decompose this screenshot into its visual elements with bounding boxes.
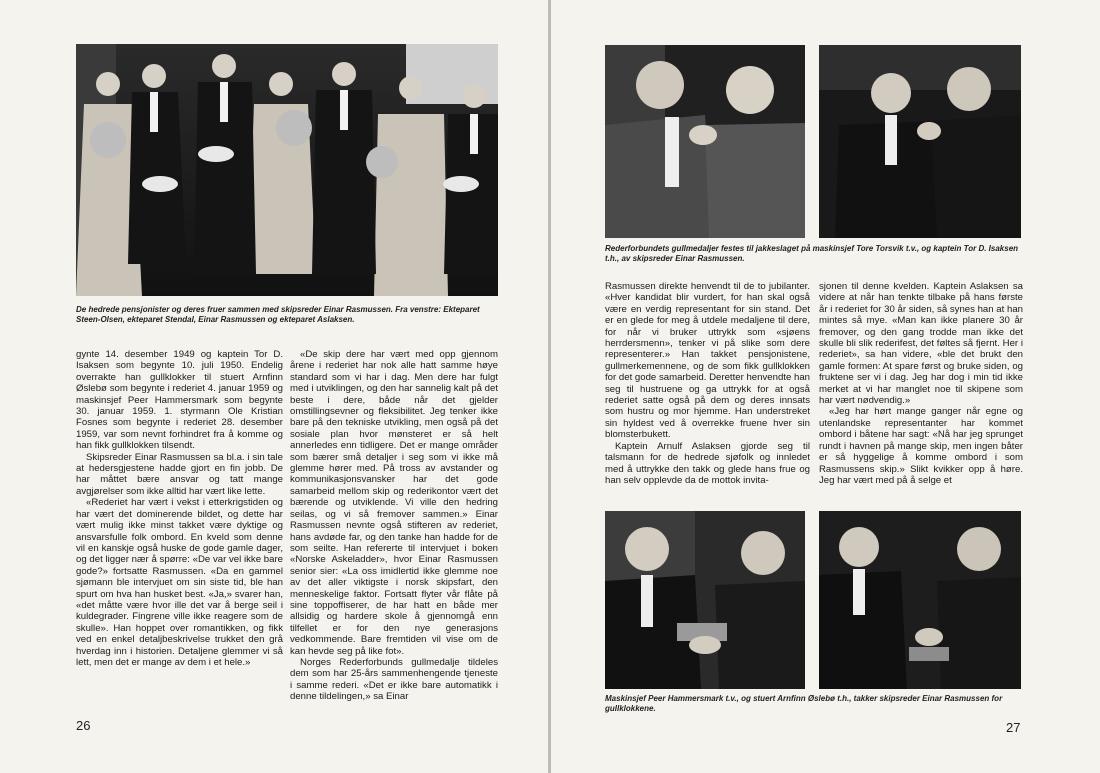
group-photo xyxy=(76,44,498,296)
right-page xyxy=(551,0,1100,773)
medal-photo-right xyxy=(819,45,1021,238)
medal-photo-caption: Rederforbundets gullmedaljer festes til jakkeslaget på maskinsjef Tore Torsvik t.v., og kaptein Tor D. Isaksen t.h., av skipsreder Einar Rasmussen. xyxy=(605,244,1019,263)
left-page xyxy=(0,0,549,773)
medal-photo-left xyxy=(605,45,805,238)
watch-photo-left-image xyxy=(605,511,805,689)
right-column-2 xyxy=(819,281,1023,486)
paragraph: Skipsreder Einar Rasmussen sa bl.a. i sin tale at hedersgjestene hadde gjort en fin jobb. De har måttet bære ansvar og tatt mange avgjørelser som ikke alltid har vært like lette. xyxy=(76,451,283,497)
paragraph: sjonen til denne kvelden. Kaptein Aslaksen sa videre at når han tenkte tilbake på hans første år i rederiet for 30 år siden, så synes han at han mintes så mye. «Man kan ikke planere 30 år fremover, og den gang trodde man ikke det skulle bli slik rederifest, det føltes så fjernt. Her i rederiet», sa han videre, «ble det brukt den gamle formen: At spare først og bruke siden, og fruktene ser vi i dag. Jeg har dog i min tid ikke merket at vi har manglet noe til skipene som har vært nødvendig.» xyxy=(819,281,1023,407)
right-column-1 xyxy=(605,281,810,486)
paragraph: Kaptein Arnulf Aslaksen gjorde seg til talsmann for de hedrede sjøfolk og innledet med å uttrykke den takk og glede hans frue og han selv opplevde da de mottok invita- xyxy=(605,440,810,486)
paragraph: gynte 14. desember 1949 og kaptein Tor D. Isaksen som begynte 10. juli 1950. Endelig overrakte han gullklokker til stuert Arnfinn Øslebø som begynte i rederiet 4. januar 1959 og maskinsjef Peer Hammersmark som begynte 30. januar 1959. 1. styrmann Ole Kristian Fosnes som begynte i rederiet 28. desember 1959, var som nevnt forhindret fra å komme og han fikk gullklokken tilsendt. xyxy=(76,349,283,452)
watch-photo-left xyxy=(605,511,805,689)
page-number: 27 xyxy=(1006,720,1021,735)
medal-photo-right-image xyxy=(819,45,1021,238)
group-photo-image xyxy=(76,44,498,296)
paragraph: Norges Rederforbunds gullmedalje tildeles dem som har 25-års sammenhengende tjeneste i samme rederi. «Det er ikke bare automatikk i denne tildelingen,» sa Einar xyxy=(290,656,498,703)
watch-photo-right xyxy=(819,511,1021,689)
left-column-2 xyxy=(290,349,498,703)
medal-photo-left-image xyxy=(605,45,805,238)
paragraph: «De skip dere har vært med opp gjennom årene i rederiet har nok alle hatt samme høye standard som vi har i dag. Men dere har fulgt med i utviklingen, og den har sannelig kalt på det beste i dere, både når det gjelder omstillingsevner og fleksibilitet. Jeg tenker ikke bare på den tekniske utvikling, men også på det sosiale plan hvor mønsteret er så helt annerledes enn tidligere. Det er mange områder som bærer små detaljer i seg som vi ikke må glemme hører med. På tross av avstander og kommunikasjonsvansker har det gode samarbeid mellom skip og rederikontor vært det bærende og utviklende. Vi ville den hedring seilas, og vi så fremover sammen.» Einar Rasmussen nevnte også stifteren av rederiet, hans avdøde far, og den tanke han hadde for de som seilte. Han refererte til intervjuet i boken «Norske Askeladder», hvor Einar Rasmussen senior sier: «La oss imidlertid ikke glemme noe av det aller viktigste i norsk skipsfart, den menneskelige faktor. Fortsatt flyter vår flåte på sine toppoffiserer, de har hatt en både mer allsidig og hardere skole å gjennomgå enn tilfellet er for den nye generasjons vedkommende. Bare fremtiden vil vise om de kan hevde seg på like fot». xyxy=(290,349,498,657)
watch-photo-caption: Maskinsjef Peer Hammersmark t.v., og stuert Arnfinn Øslebø t.h., takker skipsreder Einar Rasmussen for gullklokkene. xyxy=(605,694,1003,713)
paragraph: «Jeg har hørt mange ganger når egne og utenlandske representanter har kommet ombord i båtene har sagt: «Nå har jeg sprunget rundt i havnen på mange skip, men ingen båter er så hyggelige å komme ombord i som Rasmussens skip.» Slikt kvikker opp å høre. Jeg har vært med på å selge et xyxy=(819,406,1023,486)
watch-photo-right-image xyxy=(819,511,1021,689)
paragraph: «Rederiet har vært i vekst i etterkrigstiden og har vært det dominerende bildet, og dette har vært mulig ikke minst takket være dyktige og ansvarsfulle folk ombord. En kveld som denne vil en kanskje også huske de gode gamle dager, og det ligger nær å spørre: «De var vel ikke bare gode?» fortsatte Rasmussen. «Da en gammel sjømann ble intervjuet om sin siste tid, ble han spurt om hva han husket best. «Ja,» svarer han, «det måtte være hvor ille det var å berge seil i kuldegrader. Fingrene ville ikke reagere som de skulle». Han hoppet over romantikken, og fikk ved en enkel detaljbeskrivelse trukket den grå hverdag inn i historien. Detaljene glemmer vi så lett, men det er mange av dem i et hele.» xyxy=(76,497,283,668)
left-column-1 xyxy=(76,349,283,668)
paragraph: Rasmussen direkte henvendt til de to jubilanter. «Hver kandidat blir vurdert, for han skal også være en verdig representant for sin stand. Det er en glede for meg å utdele medaljene til dere, for når vi bruker uttrykk som «sjøens herrdersmenn», tenker vi på slike som dere representerer.» Han takket pensjonistene, gullmerkemennene, og de som fikk gullklokken for det gode samarbeid. Deretter henvendte han seg til hustruene og ga uttrykk for at også rederiet satte også på dem og deres innsats som hustru og mor hjemme. Han understreket sin hyldest ved å overrekke fruene hver sin blomsterbukett. xyxy=(605,281,810,441)
page-number: 26 xyxy=(76,718,91,733)
group-photo-caption: De hedrede pensjonister og deres fruer sammen med skipsreder Einar Rasmussen. Fra venstre: Ekteparet Steen-Olsen, ekteparet Stendal, Einar Rasmussen og ekteparet Aslaksen. xyxy=(76,305,480,324)
